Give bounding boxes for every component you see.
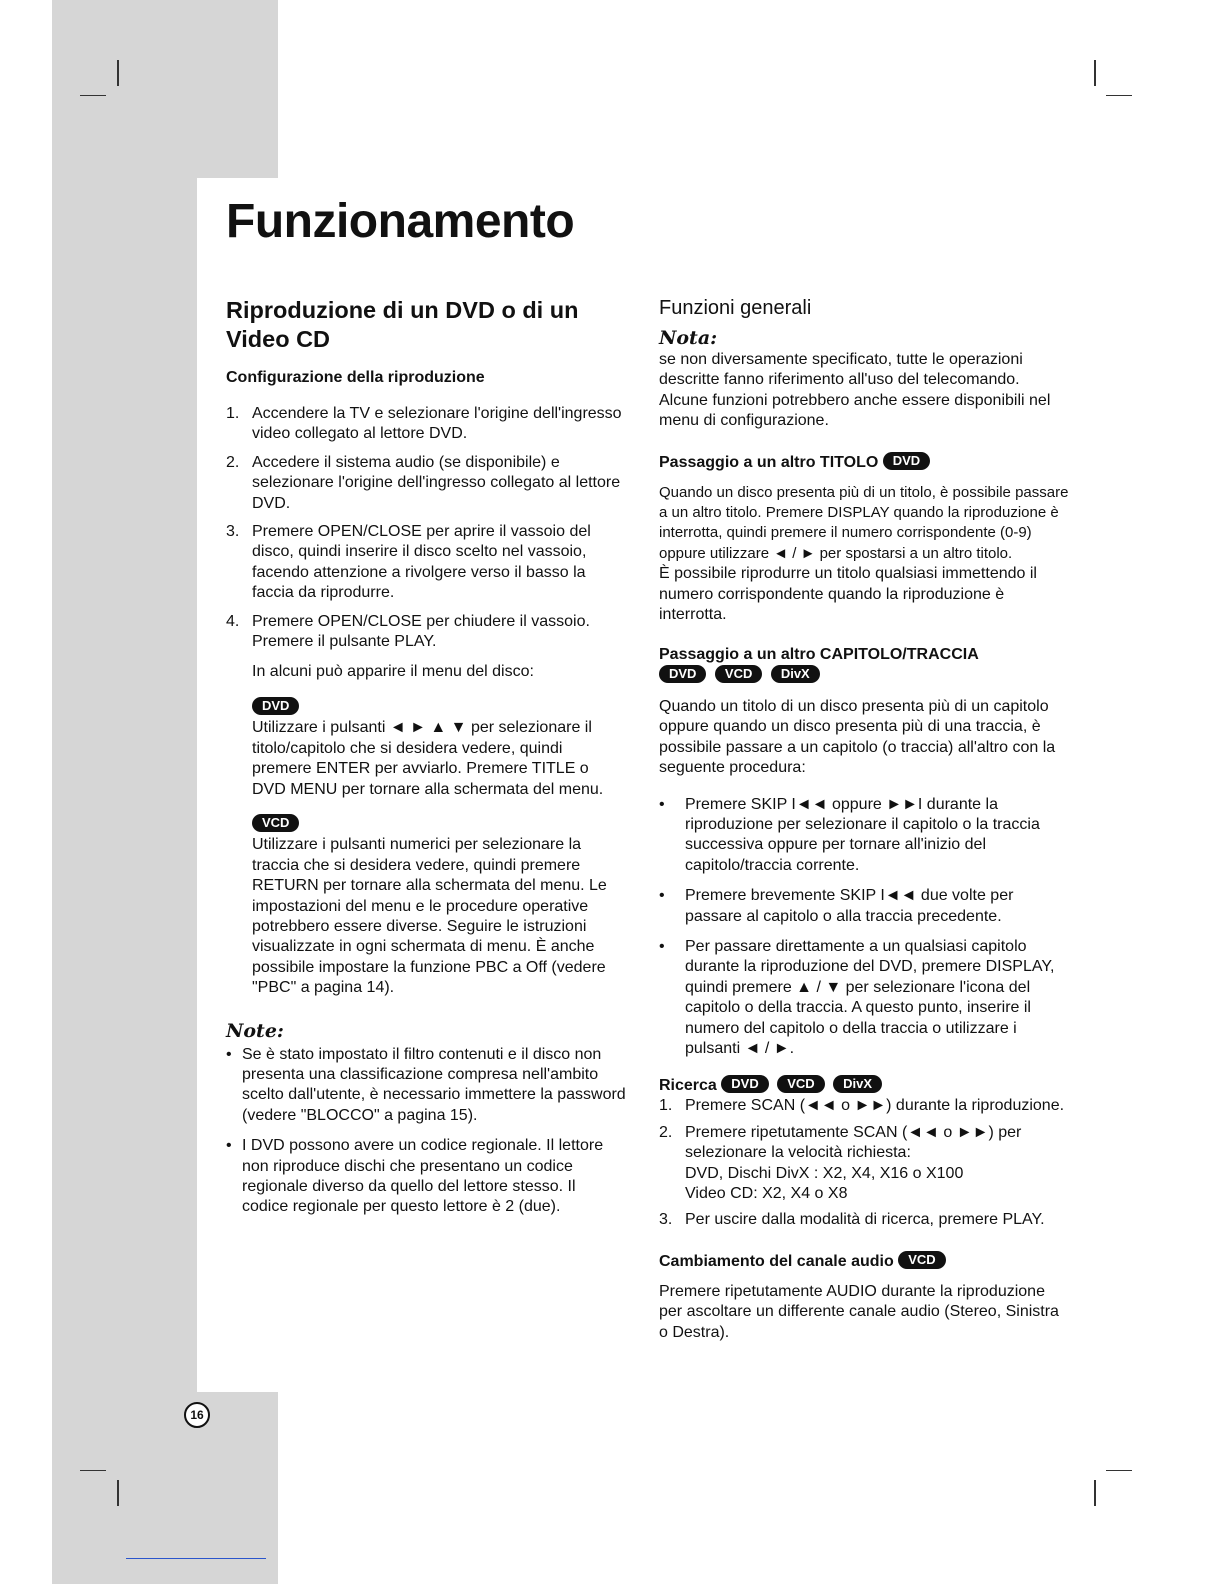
list-item: 1. Accendere la TV e selezionare l'origine dell'ingresso video collegato al lettore DVD.: [226, 405, 622, 443]
side-band-bottom: [52, 1392, 278, 1584]
list-item: • Se è stato impostato il filtro contenuti e il disco non presenta una classificazione compresa nell'ambito scelto dall'utente, è necessario immettere la password (vedere "BLOCCO" a pagina 15).: [226, 1045, 626, 1124]
side-band-left: [52, 178, 197, 1392]
crop-mark: [1106, 1470, 1132, 1471]
vcd-badge: VCD: [252, 814, 299, 832]
crop-mark: [1106, 95, 1132, 96]
list-item: • Premere SKIP I◄◄ oppure ►►I durante la riproduzione per selezionare il capitolo o la traccia successiva oppure per tornare all'inizio del capitolo/traccia corrente.: [659, 795, 1040, 874]
capitolo-intro: Quando un titolo di un disco presenta più di un capitolo oppure quando un disco presenta più di una traccia, è possibile passare a un capitolo (o traccia) all'altro con la seguente procedura:: [659, 697, 1056, 777]
audio-text: Premere ripetutamente AUDIO durante la riproduzione per ascoltare un differente canale audio (Stereo, Sinistra o Destra).: [659, 1282, 1059, 1341]
left-column: [226, 296, 626, 1218]
capitolo-badges: [659, 665, 1071, 686]
menu-block: [226, 662, 626, 998]
ricerca-steps: [659, 1096, 1071, 1230]
page-number: 16: [184, 1402, 210, 1428]
dvd-badge: DVD: [883, 452, 930, 470]
note-list: [226, 1045, 626, 1218]
dvd-instructions: Utilizzare i pulsanti ◄ ► ▲ ▼ per selezionare il titolo/capitolo che si desidera vedere, quindi premere ENTER per avviarlo. Premere TITLE o DVD MENU per tornare alla schermata del menu.: [252, 719, 604, 798]
vcd-badge: VCD: [715, 665, 762, 683]
list-item: • I DVD possono avere un codice regionale. Il lettore non riproduce dischi che presentano un codice regionale diverso da quello del lettore stesso. Il codice regionale per questo lettore è 2 (due).: [226, 1137, 604, 1216]
section-heading: Riproduzione di un DVD o di un Video CD: [226, 297, 579, 352]
audio-heading: Cambiamento del canale audio VCD: [659, 1251, 1071, 1272]
link-underline: [126, 1558, 266, 1559]
dvd-badge: DVD: [721, 1075, 768, 1093]
titolo-text: Quando un disco presenta più di un titolo, è possibile passare a un altro titolo. Premere DISPLAY quando la riproduzione è interrotta, quindi premere il numero corrispondente (0-9) oppure utilizzare ◄ / ► per spostarsi a un altro titolo.: [659, 483, 1069, 562]
ricerca-heading: Ricerca DVD VCD DivX: [659, 1075, 1071, 1096]
capitolo-list: [659, 795, 1071, 1060]
crop-mark: [1094, 1480, 1096, 1506]
note-title: Note:: [226, 1019, 284, 1042]
list-item: • Per passare direttamente a un qualsiasi capitolo durante la riproduzione del DVD, premere DISPLAY, quindi premere ▲ / ▼ per selezionare l'icona del capitolo o della traccia. A questo punto, inserire il numero del capitolo o della traccia o utilizzare i pulsanti ◄ / ►.: [659, 937, 1055, 1057]
crop-mark: [80, 95, 106, 96]
setup-steps: [226, 404, 626, 652]
menu-intro: In alcuni può apparire il menu del disco:: [252, 663, 534, 681]
capitolo-heading: Passaggio a un altro CAPITOLO/TRACCIA: [659, 646, 979, 664]
crop-mark: [80, 1470, 106, 1471]
section-heading: Funzioni generali: [659, 297, 812, 319]
vcd-badge: VCD: [898, 1251, 945, 1269]
right-column: [659, 296, 1071, 1343]
list-item: 2. Premere ripetutamente SCAN (◄◄ o ►►) per selezionare la velocità richiesta: DVD, Dischi DivX : X2, X4, X16 o X100 Video CD: X2, X4 o X8: [659, 1123, 1022, 1202]
side-band-top: [52, 0, 278, 178]
list-item: 3. Premere OPEN/CLOSE per aprire il vassoio del disco, quindi inserire il disco scelto nel vassoio, facendo attenzione a rivolgere verso il basso la faccia da riprodurre.: [226, 523, 591, 602]
crop-mark: [117, 60, 119, 86]
dvd-badge: DVD: [659, 665, 706, 683]
list-item: 4. Premere OPEN/CLOSE per chiudere il vassoio. Premere il pulsante PLAY.: [226, 612, 590, 651]
crop-mark: [1094, 60, 1096, 86]
list-item: • Premere brevemente SKIP I◄◄ due volte per passare al capitolo o alla traccia precedente.: [659, 887, 1014, 925]
titolo-text-2: È possibile riprodurre un titolo qualsiasi immettendo il numero corrispondente quando la riproduzione è interrotta.: [659, 565, 1037, 624]
divx-badge: DivX: [771, 665, 820, 683]
subsection-heading: Configurazione della riproduzione: [226, 369, 485, 386]
page-title: Funzionamento: [226, 195, 575, 248]
titolo-heading: Passaggio a un altro TITOLO DVD: [659, 452, 1071, 473]
vcd-instructions: Utilizzare i pulsanti numerici per selezionare la traccia che si desidera vedere, quindi premere RETURN per tornare alla schermata del menu. Le impostazioni del menu e le procedure operative potrebbero essere diverse. Seguire le istruzioni visualizzate in ogni schermata di menu. È anche possibile impostare la funzione PBC a Off (vedere "PBC" a pagina 14).: [252, 836, 607, 997]
crop-mark: [117, 1480, 119, 1506]
list-item: 3. Per uscire dalla modalità di ricerca, premere PLAY.: [659, 1211, 1045, 1229]
nota-title: Nota:: [659, 327, 718, 349]
list-item: 1. Premere SCAN (◄◄ o ►►) durante la riproduzione.: [659, 1097, 1065, 1115]
dvd-badge: DVD: [252, 697, 299, 715]
divx-badge: DivX: [833, 1075, 882, 1093]
vcd-badge: VCD: [777, 1075, 824, 1093]
nota-text: se non diversamente specificato, tutte le operazioni descritte fanno riferimento all'uso del telecomando. Alcune funzioni potrebbero anche essere disponibili nel menu di configurazione.: [659, 351, 1051, 430]
list-item: 2. Accedere il sistema audio (se disponibile) e selezionare l'origine dell'ingresso collegato al lettore DVD.: [226, 453, 621, 512]
